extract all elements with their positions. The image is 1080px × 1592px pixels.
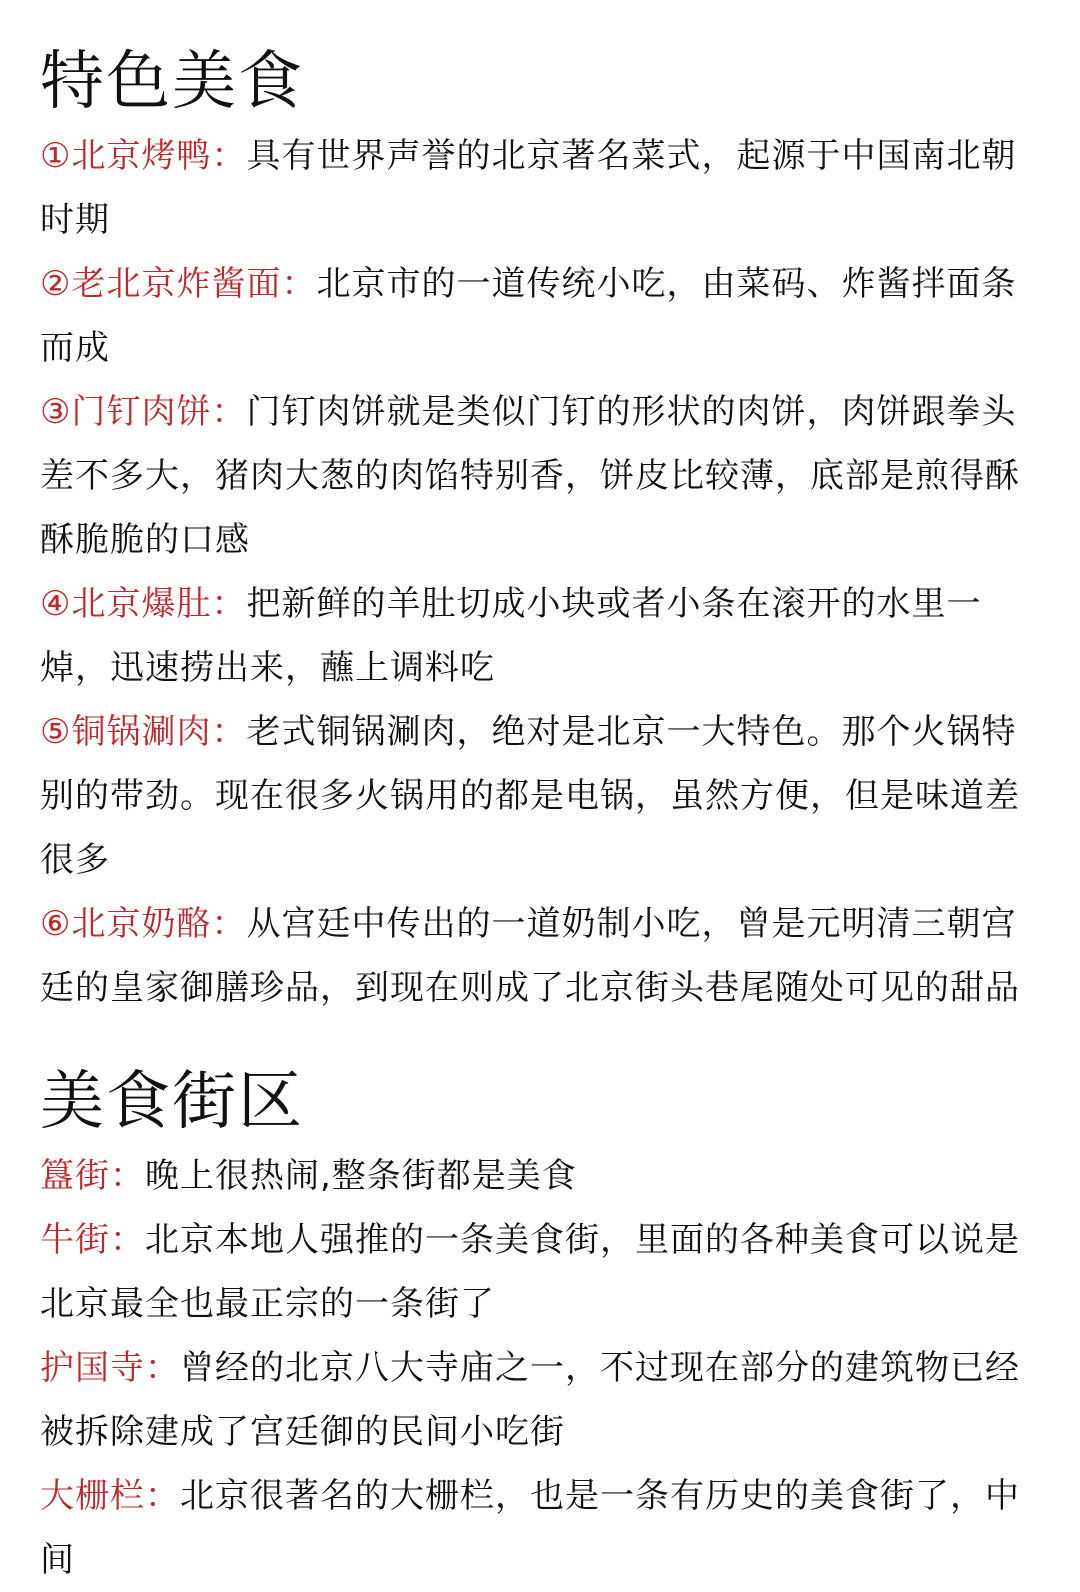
entry-marker: ④ (40, 584, 72, 624)
entry-label: 北京爆肚 (71, 584, 212, 624)
entry-marker: ⑤ (40, 712, 72, 752)
entry-description: 门钉肉饼就是类似门钉的形状的肉饼，肉饼跟拳头差不多大，猪肉大葱的肉馅特别香，饼皮比较薄，底部是煎得酥酥脆脆的口感 (40, 392, 1020, 560)
food-entry-roast-duck (40, 124, 1050, 252)
entry-label: 门钉肉饼 (71, 392, 212, 432)
section-title-food-streets: 美食街区 (40, 1065, 304, 1139)
entry-label: 老北京炸酱面 (71, 264, 282, 304)
entry-marker: ① (40, 136, 72, 176)
entry-description: 晚上很热闹,整条街都是美食 (145, 1156, 577, 1196)
entry-separator: ： (145, 1348, 180, 1388)
entry-label: 护国寺 (40, 1348, 145, 1388)
entry-separator: ： (110, 1156, 145, 1196)
street-entry-dashilan (40, 1464, 1050, 1592)
street-entry-niujie (40, 1208, 1050, 1336)
street-entry-guijie (40, 1144, 1050, 1208)
entry-separator: ： (145, 1476, 180, 1516)
entry-description: 北京本地人强推的一条美食街，里面的各种美食可以说是北京最全也最正宗的一条街了 (40, 1220, 1020, 1324)
entry-description: 老式铜锅涮肉，绝对是北京一大特色。那个火锅特别的带劲。现在很多火锅用的都是电锅，虽然方便，但是味道差很多 (40, 712, 1020, 880)
food-entry-mending-meat-pie (40, 380, 1050, 572)
entry-separator: ： (110, 1220, 145, 1260)
entry-marker: ⑥ (40, 904, 72, 944)
entry-separator: ： (281, 264, 317, 304)
food-entry-beijing-yogurt (40, 892, 1050, 1020)
entry-label: 牛街 (40, 1220, 110, 1260)
entry-description: 把新鲜的羊肚切成小块或者小条在滚开的水里一焯，迅速捞出来，蘸上调料吃 (40, 584, 982, 688)
food-entry-copper-hotpot (40, 700, 1050, 892)
section-title-specialty-food: 特色美食 (40, 45, 304, 119)
entry-description: 北京很著名的大栅栏，也是一条有历史的美食街了，中间 (40, 1476, 1020, 1580)
entry-separator: ： (211, 584, 247, 624)
entry-marker: ② (40, 264, 72, 304)
entry-description: 具有世界声誉的北京著名菜式，起源于中国南北朝时期 (40, 136, 1017, 240)
entry-marker: ③ (40, 392, 72, 432)
street-entry-huguosi (40, 1336, 1050, 1464)
entry-label: 北京烤鸭 (71, 136, 212, 176)
food-entry-zhajiang-noodles (40, 252, 1050, 380)
entry-label: 铜锅涮肉 (71, 712, 212, 752)
food-guide-page (40, 40, 1050, 1592)
entry-description: 北京市的一道传统小吃，由菜码、炸酱拌面条而成 (40, 264, 1017, 368)
entry-label: 北京奶酪 (71, 904, 212, 944)
entry-description: 从宫廷中传出的一道奶制小吃，曾是元明清三朝宫廷的皇家御膳珍品，到现在则成了北京街头巷尾随处可见的甜品 (40, 904, 1020, 1008)
entry-label: 簋街 (40, 1156, 110, 1196)
entry-separator: ： (211, 392, 247, 432)
entry-separator: ： (211, 712, 247, 752)
entry-label: 大栅栏 (40, 1476, 145, 1516)
entry-separator: ： (211, 136, 247, 176)
entry-description: 曾经的北京八大寺庙之一，不过现在部分的建筑物已经被拆除建成了宫廷御的民间小吃街 (40, 1348, 1020, 1452)
food-entry-baodu-tripe (40, 572, 1050, 700)
entry-separator: ： (211, 904, 247, 944)
